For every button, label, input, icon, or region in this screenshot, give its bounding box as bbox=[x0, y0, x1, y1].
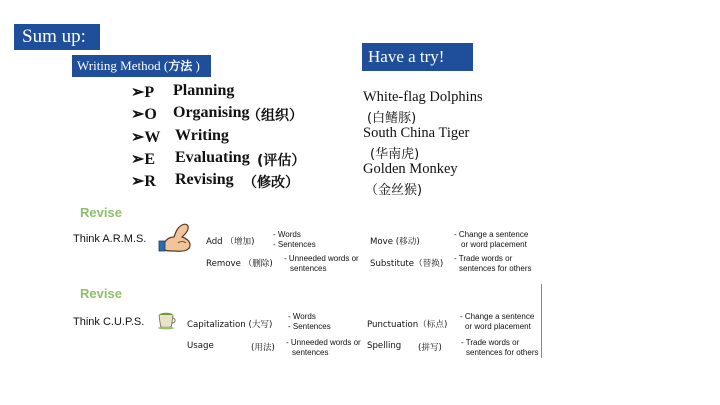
example-zh: (华南虎) bbox=[370, 147, 420, 162]
example-en: Golden Monkey bbox=[363, 161, 458, 177]
example-zh: （金丝猴) bbox=[365, 183, 423, 198]
move-item: Move (移动) bbox=[370, 237, 420, 247]
step-evaluating: ➢E Evaluating (评估） bbox=[131, 149, 306, 169]
revise-heading: Revise bbox=[80, 205, 122, 220]
punctuation-note: - Change a sentence or word placement bbox=[460, 312, 535, 331]
capitalization-note: - Words - Sentences bbox=[288, 312, 331, 331]
spelling-zh: (拼写) bbox=[418, 343, 442, 353]
add-note: - Words - Sentences bbox=[273, 230, 316, 249]
substitute-item: Substitute（替换) bbox=[370, 259, 444, 269]
add-item: Add （增加) bbox=[206, 237, 255, 247]
example-en: White-flag Dolphins bbox=[363, 89, 483, 105]
coffee-cup-icon bbox=[157, 310, 177, 330]
move-note: - Change a sentence or word placement bbox=[454, 230, 529, 249]
writing-method-label: Writing Method (方法 ) bbox=[72, 55, 211, 77]
flexed-arm-icon bbox=[158, 221, 196, 253]
usage-item: Usage bbox=[187, 341, 214, 351]
substitute-note: - Trade words or sentences for others bbox=[454, 254, 532, 273]
divider-line bbox=[541, 284, 542, 358]
usage-zh: (用法) bbox=[251, 343, 275, 353]
think-cups-label: Think C.U.P.S. bbox=[73, 316, 145, 328]
example-en: South China Tiger bbox=[363, 125, 470, 141]
example-zh: (白鳍豚) bbox=[367, 111, 417, 126]
spelling-note: - Trade words or sentences for others bbox=[461, 338, 539, 357]
punctuation-item: Punctuation（标点) bbox=[367, 320, 448, 330]
step-planning: ➢P Planning bbox=[131, 82, 235, 101]
have-a-try-title: Have a try! bbox=[362, 43, 473, 71]
revise-heading: Revise bbox=[80, 286, 122, 301]
step-organising: ➢O Organising （组织） bbox=[131, 104, 303, 124]
sum-up-title: Sum up: bbox=[14, 24, 100, 50]
remove-note: - Unneeded words or sentences bbox=[284, 254, 359, 273]
capitalization-item: Capitalization (大写) bbox=[187, 320, 273, 330]
step-writing: ➢W Writing bbox=[131, 127, 229, 146]
spelling-item: Spelling bbox=[367, 341, 402, 351]
remove-item: Remove （删除) bbox=[206, 259, 273, 269]
usage-note: - Unneeded words or sentences bbox=[286, 338, 361, 357]
think-arms-label: Think A.R.M.S. bbox=[73, 233, 147, 245]
step-revising: ➢R Revising （修改） bbox=[131, 171, 299, 191]
